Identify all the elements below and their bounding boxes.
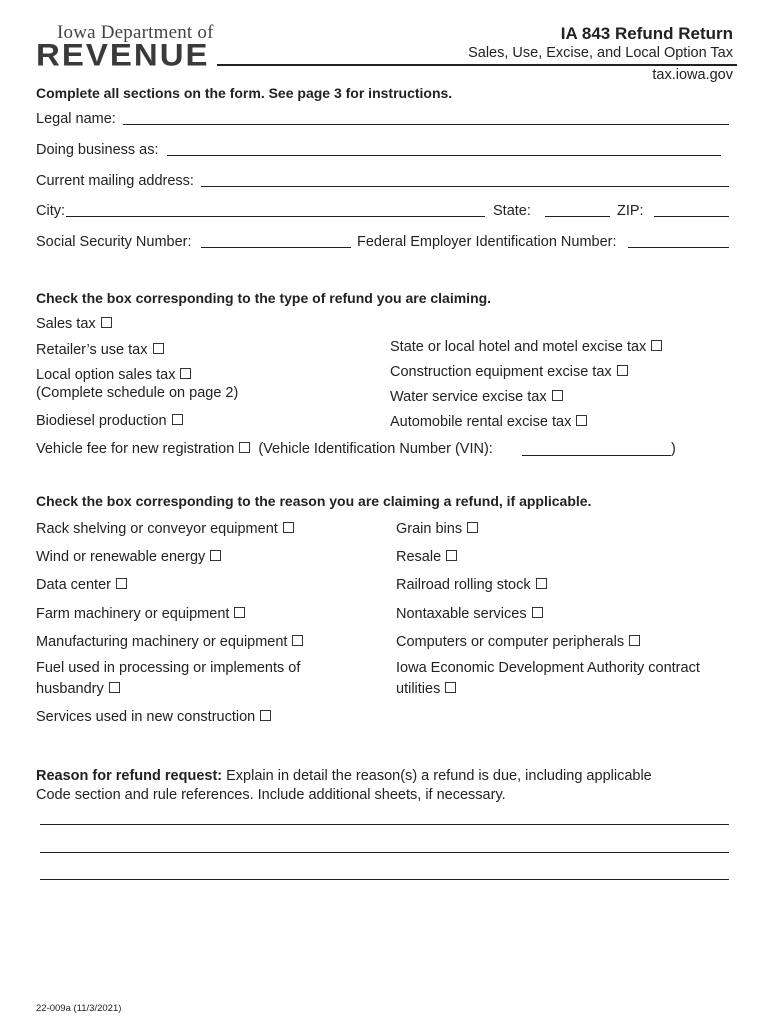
form-title: IA 843 Refund Return [560,24,733,43]
biodiesel-checkbox[interactable] [172,414,183,425]
farm-machinery-checkbox[interactable] [234,607,245,618]
rack-shelving-checkbox[interactable] [283,522,294,533]
reason-services-construction [36,708,271,726]
wind-label: Wind or renewable energy [36,549,206,565]
fuel-label-line2: husbandry [36,681,104,697]
local-option-note: (Complete schedule on page 2) [36,385,239,401]
services-construction-checkbox[interactable] [260,710,271,721]
city-field[interactable] [66,216,485,217]
explanation-field-line-2[interactable] [40,852,729,853]
nontaxable-label: Nontaxable services [396,606,527,622]
explanation-text-2: Code section and rule references. Include additional sheets, if necessary. [36,787,506,803]
reason-farm-machinery [36,605,245,623]
option-hotel-motel [390,338,662,356]
railroad-checkbox[interactable] [536,578,547,589]
vin-close-paren: ) [671,441,676,457]
water-service-label: Water service excise tax [390,389,547,405]
header-rule [217,64,737,66]
reason-computers [396,633,640,651]
explanation-line1 [36,767,652,785]
reason-ieda [396,680,456,698]
zip-label: ZIP: [617,203,644,219]
sales-tax-label: Sales tax [36,316,96,332]
reason-railroad [396,576,547,594]
ssn-label: Social Security Number: [36,234,192,250]
rack-shelving-label: Rack shelving or conveyor equipment [36,521,278,537]
option-vehicle-fee [36,440,493,458]
explanation-label: Reason for refund request: [36,768,223,784]
agency-name-top: Iowa Department of [57,22,214,43]
wind-checkbox[interactable] [210,550,221,561]
zip-field[interactable] [654,216,729,217]
city-label: City: [36,203,65,219]
local-option-label: Local option sales tax [36,367,176,383]
auto-rental-label: Automobile rental excise tax [390,414,572,430]
option-sales-tax [36,315,112,333]
sales-tax-checkbox[interactable] [101,317,112,328]
grain-bins-checkbox[interactable] [467,522,478,533]
data-center-checkbox[interactable] [116,578,127,589]
nontaxable-checkbox[interactable] [532,607,543,618]
vin-field[interactable] [522,455,671,456]
reason-manufacturing [36,633,303,651]
explanation-field-line-1[interactable] [40,824,729,825]
reason-fuel [36,680,120,698]
vehicle-fee-checkbox[interactable] [239,442,250,453]
reason-rack-shelving [36,520,294,538]
fein-field[interactable] [628,247,729,248]
option-construction-equipment [390,363,628,381]
reason-resale [396,548,457,566]
farm-machinery-label: Farm machinery or equipment [36,606,230,622]
ieda-label-line2: utilities [396,681,441,697]
resale-label: Resale [396,549,442,565]
dba-field[interactable] [167,155,721,156]
fuel-checkbox[interactable] [109,682,120,693]
retailers-use-tax-checkbox[interactable] [153,343,164,354]
hotel-motel-checkbox[interactable] [651,340,662,351]
hotel-motel-label: State or local hotel and motel excise tax [390,339,647,355]
railroad-label: Railroad rolling stock [396,577,531,593]
ieda-checkbox[interactable] [445,682,456,693]
website: tax.iowa.gov [652,67,733,83]
retailers-use-tax-label: Retailer’s use tax [36,342,148,358]
reason-data-center [36,576,127,594]
biodiesel-label: Biodiesel production [36,413,167,429]
reason-grain-bins [396,520,478,538]
legal-name-field[interactable] [123,124,729,125]
auto-rental-checkbox[interactable] [576,415,587,426]
reason-wind [36,548,221,566]
computers-checkbox[interactable] [629,635,640,646]
form-subtitle: Sales, Use, Excise, and Local Option Tax [468,45,733,61]
vehicle-fee-label: Vehicle fee for new registration [36,441,235,457]
state-field[interactable] [545,216,610,217]
data-center-label: Data center [36,577,111,593]
local-option-checkbox[interactable] [180,368,191,379]
manufacturing-label: Manufacturing machinery or equipment [36,634,288,650]
state-label: State: [493,203,531,219]
option-local-option [36,366,191,384]
construction-equipment-label: Construction equipment excise tax [390,364,612,380]
reason-nontaxable [396,605,543,623]
water-service-checkbox[interactable] [552,390,563,401]
ieda-label-line1: Iowa Economic Development Authority contract [396,660,700,676]
option-water-service [390,388,563,406]
mailing-address-field[interactable] [201,186,729,187]
form-number: 22-009a (11/3/2021) [36,1003,122,1014]
option-auto-rental [390,413,587,431]
legal-name-label: Legal name: [36,111,116,127]
ssn-field[interactable] [201,247,351,248]
resale-checkbox[interactable] [446,550,457,561]
construction-equipment-checkbox[interactable] [617,365,628,376]
reason-heading: Check the box corresponding to the reason you are claiming a refund, if applicable. [36,493,592,509]
intro-instructions: Complete all sections on the form. See page 3 for instructions. [36,85,453,101]
fuel-label-line1: Fuel used in processing or implements of [36,660,301,676]
option-retailers-use-tax [36,341,164,359]
grain-bins-label: Grain bins [396,521,463,537]
computers-label: Computers or computer peripherals [396,634,625,650]
fein-label: Federal Employer Identification Number: [357,234,617,250]
refund-type-heading: Check the box corresponding to the type of refund you are claiming. [36,290,492,306]
dba-label: Doing business as: [36,142,159,158]
manufacturing-checkbox[interactable] [292,635,303,646]
option-biodiesel [36,412,183,430]
explanation-field-line-3[interactable] [40,879,729,880]
services-construction-label: Services used in new construction [36,709,256,725]
agency-logo: REVENUE [36,36,210,73]
mailing-address-label: Current mailing address: [36,173,194,189]
vin-label: (Vehicle Identification Number (VIN): [258,441,493,457]
explanation-text-1: Explain in detail the reason(s) a refund is due, including applicable [222,768,652,784]
